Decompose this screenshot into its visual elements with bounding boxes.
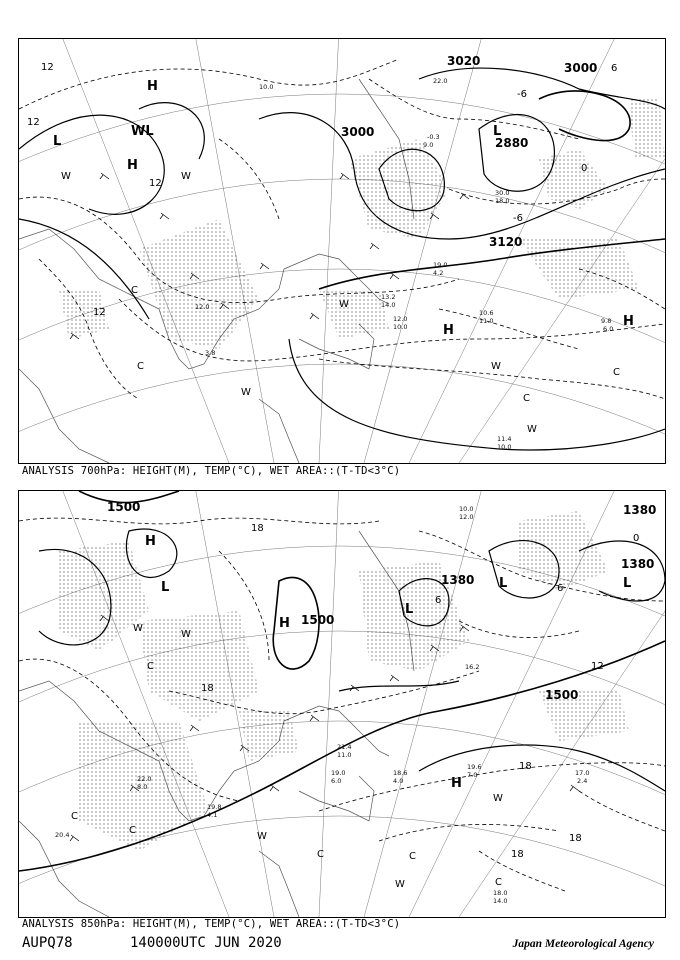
temp-label: 6 [557,583,564,594]
temp-label: 12 [93,307,106,318]
wet-areas [59,511,632,851]
caption-850hpa: ANALYSIS 850hPa: HEIGHT(M), TEMP(°C), WET AREA::(T-TD<3°C) [22,918,401,930]
obs-value: 16.2 [465,663,480,671]
height-label: 2880 [495,136,529,150]
warm-center: W [491,361,501,372]
obs-value: 10.0 [497,443,512,451]
map-700-canvas [19,39,665,463]
obs-value: 11.0 [479,317,494,325]
obs-value: 2.4 [577,777,588,785]
temp-label: 12 [27,117,40,128]
low-center: L [53,134,62,149]
height-label: 1380 [441,573,475,587]
obs-value: 11.4 [497,435,512,443]
temp-label: 0 [633,533,640,544]
obs-value: -0.3 [427,133,440,141]
obs-value: 18.0 [493,889,508,897]
cold-center: C [131,285,138,296]
analysis-850hpa-map [18,490,666,918]
obs-value: 20.4 [55,831,70,839]
temp-label: 12 [41,62,54,73]
height-label: 3000 [341,125,375,139]
obs-value: 22.0 [433,77,448,85]
obs-value: 9.0 [423,141,434,149]
cold-center: C [317,849,324,860]
obs-value: 10.0 [459,505,474,513]
obs-value: 12.0 [393,315,408,323]
warm-center: W [241,387,251,398]
map-850-canvas [19,491,665,917]
cold-center: C [495,877,502,888]
obs-value: 19.8 [207,803,222,811]
cold-center: C [523,393,530,404]
obs-value: 10.0 [393,323,408,331]
obs-value: 14.0 [493,897,508,905]
cold-center: C [147,661,154,672]
obs-value: 4.0 [393,777,404,785]
cold-center: C [129,825,136,836]
obs-value: 4.1 [207,811,218,819]
warm-center: W [339,299,349,310]
obs-value: 4.2 [433,269,444,277]
obs-value: 19.6 [467,763,482,771]
height-label: 1500 [301,613,335,627]
obs-value: 11.0 [337,751,352,759]
obs-value: 17.0 [575,769,590,777]
obs-value: 18.6 [393,769,408,777]
height-label: 3120 [489,235,523,249]
obs-value: 12.0 [459,513,474,521]
temp-label: 6 [611,63,618,74]
analysis-700hpa-map [18,38,666,464]
obs-value: 14.0 [381,301,396,309]
temp-label: 18 [251,523,264,534]
low-center: L [493,124,502,139]
obs-value: 3.8 [205,349,216,357]
low-center: L [161,580,170,595]
agency-name: Japan Meteorological Agency [512,938,654,950]
warm-low-center: WL [131,124,154,139]
obs-value: 9.8 [601,317,612,325]
obs-value: 10.6 [479,309,494,317]
obs-value: 19.0 [331,769,346,777]
obs-value: 8.0 [137,783,148,791]
obs-value: 22.0 [137,775,152,783]
high-center: H [443,323,454,338]
low-center: L [405,602,414,617]
warm-center: W [133,623,143,634]
warm-center: W [395,879,405,890]
low-center: L [623,576,632,591]
high-center: H [147,79,158,94]
caption-700hpa: ANALYSIS 700hPa: HEIGHT(M), TEMP(°C), WET AREA::(T-TD<3°C) [22,465,401,477]
temp-label: -6 [517,89,527,100]
temp-label: 12 [591,661,604,672]
temp-label: -6 [513,213,523,224]
high-center: H [145,534,156,549]
temp-label: 12 [149,178,162,189]
height-label: 1380 [621,557,655,571]
height-label: 1500 [107,500,141,514]
warm-center: W [181,629,191,640]
temp-label: 0 [581,163,588,174]
warm-center: W [527,424,537,435]
obs-value: 21.4 [337,743,352,751]
isotherms [19,59,665,399]
valid-time: 140000UTC JUN 2020 [130,935,282,951]
temp-label: 18 [519,761,532,772]
product-id: AUPQ78 [22,935,73,951]
temp-label: 6 [435,595,442,606]
height-label: 1380 [623,503,657,517]
obs-value: 10.0 [259,83,274,91]
temp-label: 18 [511,849,524,860]
warm-center: W [181,171,191,182]
obs-value: 30.0 [495,189,510,197]
warm-center: W [61,171,71,182]
height-label: 3000 [564,61,598,75]
high-center: H [451,776,462,791]
obs-value: 13.2 [381,293,396,301]
temp-label: 18 [569,833,582,844]
temp-label: 18 [201,683,214,694]
high-center: H [623,314,634,329]
obs-value: 12.0 [195,303,210,311]
warm-center: W [257,831,267,842]
obs-value: 19.0 [433,261,448,269]
obs-value: 18.0 [495,197,510,205]
cold-center: C [613,367,620,378]
height-label: 3020 [447,54,481,68]
high-center: H [279,616,290,631]
height-label: 1500 [545,688,579,702]
obs-value: 6.0 [603,325,614,333]
warm-center: W [493,793,503,804]
obs-value: 6.0 [331,777,342,785]
obs-value: 7.0 [467,771,478,779]
high-center: H [127,158,138,173]
low-center: L [499,576,508,591]
cold-center: C [137,361,144,372]
cold-center: C [71,811,78,822]
thermal-centers [61,124,620,435]
cold-center: C [409,851,416,862]
